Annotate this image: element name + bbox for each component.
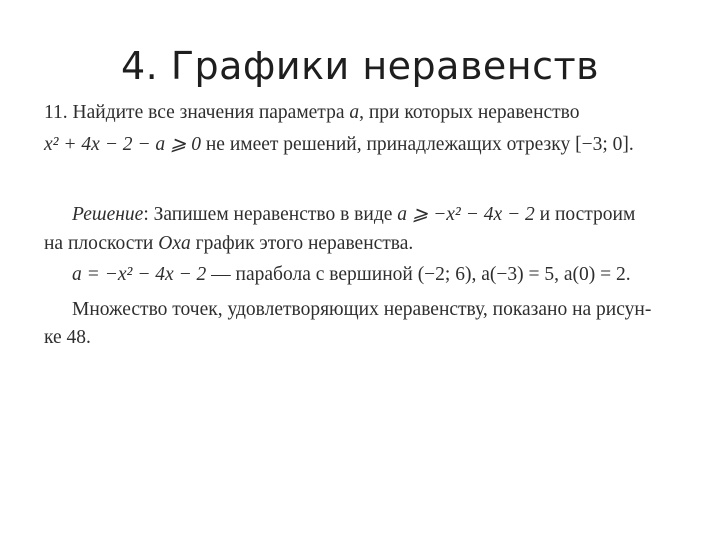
problem-inequality: x² + 4x − 2 − a ⩾ 0	[44, 134, 201, 155]
parameter-symbol: a	[349, 102, 360, 123]
solution-text-1-tail: и построим	[534, 204, 636, 225]
solution-text-2-tail: график этого неравенства.	[190, 233, 414, 254]
solution-text-5: ке 48.	[44, 327, 91, 348]
solution-text-1: : Запишем неравенство в виде	[143, 204, 398, 225]
plane-name: Oxa	[158, 233, 191, 254]
solution-text-4: Множество точек, удовлетворяющих неравенству, показано на рисун-	[72, 299, 652, 320]
parabola-equation: a = −x² − 4x − 2	[72, 264, 207, 285]
problem-text-1: Найдите все значения параметра	[72, 102, 345, 123]
solution-line-3	[72, 263, 631, 287]
problem-line-1	[44, 101, 580, 125]
solution-line-5	[44, 326, 91, 350]
problem-number: 11.	[44, 102, 68, 123]
problem-text-1-tail: , при которых неравенство	[359, 102, 580, 123]
problem-line-2	[44, 133, 634, 157]
slide-title: 4. Графики неравенств	[120, 44, 599, 88]
solution-line-2	[44, 232, 413, 256]
solution-inequality: a ⩾ −x² − 4x − 2	[397, 204, 535, 225]
solution-text-3: — парабола с вершиной (−2; 6), a(−3) = 5, a(0) = 2.	[206, 264, 631, 285]
solution-line-4	[72, 298, 651, 322]
solution-line-1	[72, 203, 635, 227]
solution-text-2: на плоскости	[44, 233, 159, 254]
problem-text-2: не имеет решений, принадлежащих отрезку [−3; 0].	[200, 134, 634, 155]
solution-label: Решение	[72, 204, 144, 225]
